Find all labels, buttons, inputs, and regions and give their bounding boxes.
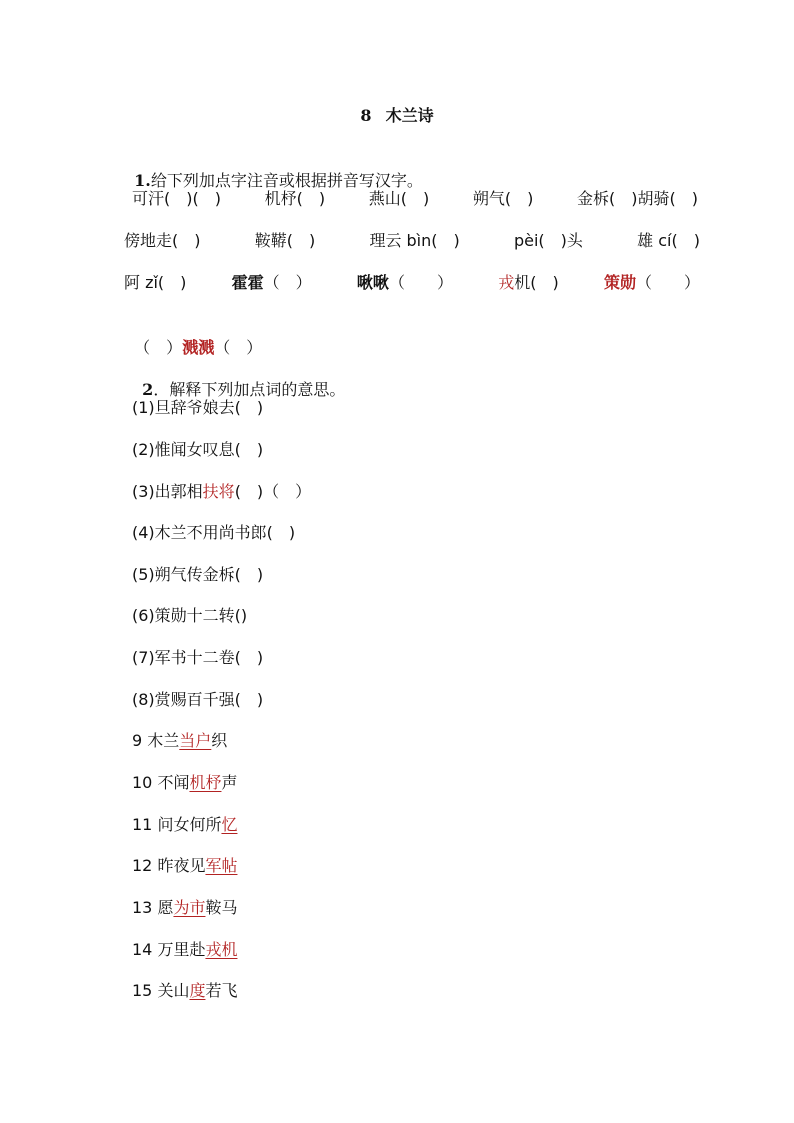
q2-item-text: (5)朔气传金柝( bbox=[132, 565, 241, 584]
q1-item: 可汗( )( ) bbox=[132, 189, 221, 208]
q2-extra-text: 14 万里赴 bbox=[132, 940, 206, 959]
q2-item-blank: ) bbox=[272, 523, 296, 542]
q1-word-rong: 戎 bbox=[498, 273, 515, 292]
q1-item: 阿 zǐ( ) bbox=[124, 273, 187, 292]
q2-extra-text: 13 愿 bbox=[132, 898, 174, 917]
title-number: 8 bbox=[360, 106, 372, 125]
q1-item: 燕山( ) bbox=[368, 189, 430, 208]
q2-item-blank: ( )（ ） bbox=[234, 482, 312, 501]
q1-blank: （ ） bbox=[635, 273, 700, 292]
q2-extra-item bbox=[132, 813, 237, 837]
q1-item bbox=[232, 271, 312, 295]
q2-item-blank: ) bbox=[240, 565, 264, 584]
title-text: 木兰诗 bbox=[385, 106, 434, 125]
q1-blank: （ ） bbox=[388, 273, 453, 292]
q2-item-blank: ) bbox=[240, 690, 264, 709]
q1-blank: （ ） bbox=[214, 338, 263, 357]
q1-blank: 机( ) bbox=[514, 273, 559, 292]
q1-item: 傍地走( ) bbox=[124, 231, 201, 250]
q1-item: 理云 bìn( ) bbox=[369, 231, 460, 250]
q2-heading bbox=[132, 354, 345, 402]
q2-item-text: (6)策勋十二转( bbox=[132, 606, 241, 625]
q1-row-2 bbox=[124, 229, 700, 253]
q2-instruction: ．解释下列加点词的意思。 bbox=[153, 380, 346, 399]
q2-item-text: (2)惟闻女叹息( bbox=[132, 440, 241, 459]
q1-instruction: 给下列加点字注音或根据拼音写汉字。 bbox=[150, 171, 423, 190]
q2-item-blank: ) bbox=[240, 398, 264, 417]
q1-blank: （ ） bbox=[134, 338, 183, 357]
q2-extra-key: 戎机 bbox=[205, 940, 238, 959]
q2-extra-item bbox=[132, 771, 237, 795]
q2-extra-item bbox=[132, 729, 227, 753]
q2-extra-item bbox=[132, 979, 237, 1003]
q1-item bbox=[498, 271, 559, 295]
q2-item-blank: ) bbox=[240, 648, 264, 667]
q2-extra-text: 10 不闻 bbox=[132, 773, 190, 792]
q2-extra-key: 忆 bbox=[221, 815, 238, 834]
q1-number: 1. bbox=[134, 171, 151, 190]
q2-item bbox=[132, 480, 311, 504]
q2-item bbox=[132, 521, 295, 545]
q2-item bbox=[132, 604, 247, 628]
q1-word-jiujiu: 啾啾 bbox=[356, 273, 389, 292]
q2-item bbox=[132, 563, 263, 587]
q1-word-huohuo: 霍霍 bbox=[231, 273, 264, 292]
q1-row-4 bbox=[124, 312, 262, 360]
q2-extra-text: 15 关山 bbox=[132, 981, 190, 1000]
q1-item bbox=[604, 271, 700, 295]
q1-word-jianjian: 溅溅 bbox=[182, 338, 215, 357]
q2-extra-item bbox=[132, 896, 237, 920]
q1-item: 鞍鞯( ) bbox=[254, 231, 316, 250]
q1-blank: （ ） bbox=[263, 273, 312, 292]
q2-item-key: 扶将 bbox=[202, 482, 235, 501]
q2-extra-text: 12 昨夜见 bbox=[132, 856, 206, 875]
q2-extra-key: 当户 bbox=[179, 731, 212, 750]
q2-item-blank: ) bbox=[240, 440, 264, 459]
q2-item-text: (8)赏赐百千强( bbox=[132, 690, 241, 709]
q2-item bbox=[132, 646, 263, 670]
q2-item bbox=[132, 438, 263, 462]
q2-extra-text: 11 问女何所 bbox=[132, 815, 222, 834]
q2-item-text: (3)出郭相 bbox=[132, 482, 203, 501]
q1-row-3 bbox=[124, 271, 700, 295]
q2-extra-item bbox=[132, 938, 237, 962]
q2-extra-key: 度 bbox=[189, 981, 206, 1000]
q1-word-cexun: 策勋 bbox=[603, 273, 636, 292]
q1-item: 朔气( ) bbox=[472, 189, 534, 208]
q2-number: 2 bbox=[142, 380, 154, 399]
q1-item: 机杼( ) bbox=[264, 189, 326, 208]
q1-row-1 bbox=[132, 187, 698, 211]
q1-item: 金柝( )胡骑( ) bbox=[576, 189, 698, 208]
q2-item-text: (7)军书十二卷( bbox=[132, 648, 241, 667]
q2-extra-key: 军帖 bbox=[205, 856, 238, 875]
q2-item-text: (1)旦辞爷娘去( bbox=[132, 398, 241, 417]
page-title bbox=[0, 103, 794, 126]
q1-item: pèi( )头 bbox=[513, 231, 583, 250]
q2-item bbox=[132, 688, 263, 712]
q1-item: 雄 cí( ) bbox=[637, 231, 700, 250]
q2-extra-item bbox=[132, 854, 237, 878]
q2-item bbox=[132, 396, 263, 420]
q1-item bbox=[357, 271, 453, 295]
q2-extra-key: 机杼 bbox=[189, 773, 222, 792]
q2-extra-key: 为市 bbox=[173, 898, 206, 917]
q1-heading bbox=[124, 145, 423, 193]
q2-extra-text: 织 bbox=[211, 731, 228, 750]
q2-extra-text: 若飞 bbox=[205, 981, 238, 1000]
q2-item-blank: ) bbox=[240, 606, 248, 625]
q2-extra-text: 9 木兰 bbox=[132, 731, 180, 750]
q2-item-text: (4)木兰不用尚书郎( bbox=[132, 523, 273, 542]
q2-extra-text: 声 bbox=[221, 773, 238, 792]
q2-extra-text: 鞍马 bbox=[205, 898, 238, 917]
